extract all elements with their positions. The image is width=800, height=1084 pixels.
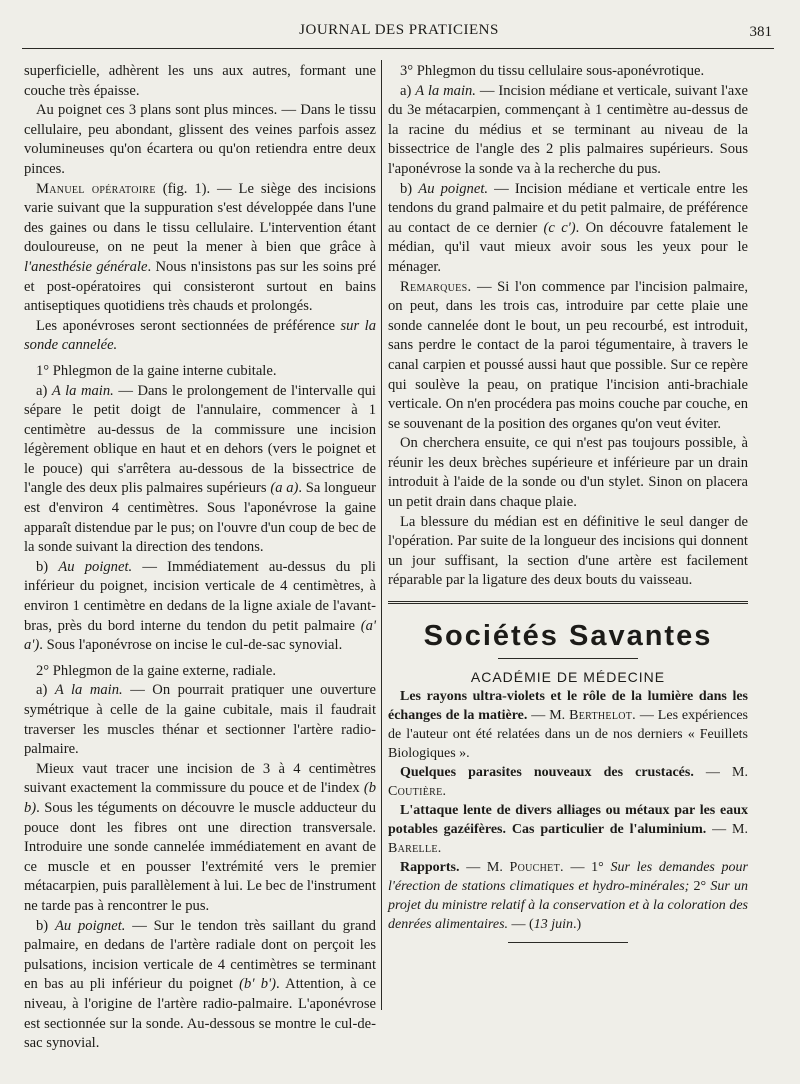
- text-run: . Attention, à ce niveau, à l'origine de l'artère radio-palmaire. L'aponévrose est sectionnée sur la sonde. Au-dessous se montre le cul-de-sac synovial.: [24, 976, 376, 1052]
- text-run: — 1°: [563, 860, 611, 876]
- paragraph-sous-aponevrotique-poignet: [388, 180, 748, 278]
- text-run: .): [572, 917, 582, 933]
- paragraph-sous-aponevrotique-main: [388, 82, 748, 180]
- text-run: — On pourrait pratiquer une ouverture symétrique à celle de la gaine cubitale, mais il faudrait traverser les muscles thénar et sectionner l'artère radio-palmaire.: [24, 682, 376, 758]
- society-item-rayons: [388, 687, 748, 763]
- paragraph-cubitale-main: [24, 382, 376, 558]
- text-run: — Les expériences de l'auteur ont été relatées dans un de nos derniers « Feuillets Biologiques ».: [388, 708, 748, 762]
- paragraph-remarques: [388, 278, 748, 435]
- emphasis: A la main.: [51, 382, 114, 399]
- text-run: — M.: [706, 822, 748, 838]
- emphasis: (b b): [24, 780, 376, 816]
- paragraph-manuel-operatoire: [24, 180, 376, 317]
- text-run: 2°: [689, 879, 711, 895]
- emphasis: 13 juin: [533, 917, 573, 933]
- paragraph-drain: On cherchera ensuite, ce qui n'est pas toujours possible, à réunir les deux brèches supérieure et inférieure par un drain introduit à l'aide de la sonde ou d'un stylet. Sinon on placera un petit drain dans chaque plaie.: [388, 435, 748, 511]
- paragraph-wrist-planes: Au poignet ces 3 plans sont plus minces. — Dans le tissu cellulaire, peu abondant, glissent des veines parfois assez volumineuses qu'on écartera ou qu'on retiendra entre deux pinces.: [24, 102, 376, 177]
- end-rule: [508, 942, 628, 943]
- item-label: b): [36, 917, 55, 934]
- emphasis: Au poignet.: [58, 558, 133, 575]
- emphasis: A la main.: [54, 682, 123, 699]
- author-name: Berthelot.: [569, 708, 636, 724]
- text-run: — (: [508, 917, 534, 933]
- text-run: (fig. 1). — Le siège des incisions varie suivant que la suppuration s'est développée dans l'une des gaines ou dans le tissu cellulaire. L'intervention étant douloureuse, on ne peut la mener à bien que grâce à: [24, 180, 376, 256]
- emphasis: (a' a'): [24, 617, 376, 654]
- text-run: — M.: [459, 860, 510, 876]
- text-run: — Sur le tendon très saillant du grand palmaire, en dedans de l'artère radiale dont on perçoit les pulsations, incision verticale de 4 centimètres se terminant en bas au pli inférieur du poignet: [24, 917, 376, 993]
- text-run: . Sous les téguments on découvre le muscle adducteur du pouce dont les fibres ont une direction transversale. Introduire une sonde cannelée immédiatement en avant de ce muscle et en pousser l'extrémité vers le premier métacarpien, puis parallèlement à lui. Le bec de l'instrument ne tarde pas à rencontrer le pus.: [24, 799, 376, 914]
- text-run: . Nous n'insistons pas sur les soins pré et post-opératoires qui consisteront surtout en bains antiseptiques quotidiens très chauds et prolongés.: [24, 258, 377, 315]
- section-label: Manuel opératoire: [36, 180, 156, 197]
- column-divider: [381, 60, 382, 1010]
- item-label: b): [36, 558, 59, 575]
- emphasis: (b' b'): [239, 976, 277, 993]
- text-run: Les aponévroses seront sectionnées de préférence: [36, 317, 341, 334]
- section-title-cubitale: 1° Phlegmon de la gaine interne cubitale.: [36, 362, 277, 379]
- societes-savantes-heading: Sociétés Savantes: [423, 620, 713, 653]
- item-label: a): [400, 82, 416, 99]
- text-run: . On découvre fatalement le médian, qu'il vaut mieux avoir sous les yeux pour le ménager.: [388, 219, 749, 275]
- item-label: a): [36, 382, 52, 399]
- text-run: Mieux vaut tracer une incision de 3 à 4 centimètres suivant exactement la commissure du pouce et de l'index: [24, 760, 376, 797]
- text-run: — Dans le prolongement de l'intervalle qui sépare le petit doigt de l'annulaire, commencer à 1 centimètre au-dessus de la commissure une incision légèrement oblique en haut et en dehors (vers le poignet et le pouce) qui s'arrêtera au-dessous de la bissectrice de l'angle des deux plis palmaires supérieurs: [24, 382, 376, 497]
- text-run: — Incision médiane et verticale, suivant l'axe du 3e métacarpien, commençant à 1 centimètre au-dessus de la racine du médius et se terminant au niveau de la bissectrice de l'angle des 2 plis palmaires supérieurs. Sous l'aponévrose la sonde va à la recherche du pus.: [388, 82, 748, 177]
- emphasis: l'anesthésie générale: [24, 258, 148, 275]
- emphasis: A la main.: [415, 82, 476, 99]
- text-run: — Immédiatement au-dessus du pli inférieur du poignet, incision verticale de 4 centimètres, à environ 1 centimètre en dedans de la ligne axiale de l'avant-bras, près du bord interne du tendon du petit palmaire: [24, 558, 376, 634]
- text-run: — Incision médiane et verticale entre les tendons du grand palmaire et du petit palmaire, de préférence au contact de ce dernier: [388, 180, 748, 236]
- society-item-rapports: [388, 858, 748, 934]
- paragraph-radiale-poignet: [24, 917, 376, 1054]
- emphasis: Au poignet.: [54, 917, 126, 934]
- item-title: Les rayons ultra-violets et le rôle de la lumière dans les échanges de la matière.: [388, 689, 748, 724]
- right-column: [388, 62, 748, 943]
- item-title: Rapports.: [400, 860, 460, 876]
- paragraph-continuation: superficielle, adhèrent les uns aux autres, formant une couche très épaisse.: [24, 63, 376, 99]
- emphasis: sur la sonde cannelée.: [24, 317, 376, 354]
- item-label: a): [36, 682, 55, 699]
- page-header: [24, 18, 774, 46]
- emphasis: (c c'): [543, 219, 576, 236]
- emphasis: Sur un projet du ministre relatif à la conservation et à la coloration des denrées alimentaires.: [388, 879, 748, 933]
- paragraph-radiale-incision: [24, 760, 376, 917]
- left-column: [24, 62, 376, 1054]
- item-title: L'attaque lente de divers alliages ou métaux par les eaux potables gazéifères. Cas particulier de l'aluminium.: [388, 803, 748, 838]
- page-number: 381: [749, 24, 772, 40]
- section-title-radiale: 2° Phlegmon de la gaine externe, radiale.: [36, 662, 277, 679]
- text-run: — Si l'on commence par l'incision palmaire, on peut, dans les trois cas, introduire par cette plaie une sonde cannelée dont le bout, un peu recourbé, est introduit, sans perdre le contact de la paroi tégumentaire, à travers le canal carpien et poussé aussi haut que possible. Sur ce repère qui soulève la peau, on pratique l'incision anti-brachiale verticale. On n'en procédera pas moins couche par couche, en se souvenant de la position des organes qu'on veut éviter.: [388, 278, 748, 432]
- society-item-alliages: [388, 801, 748, 858]
- text-run: . Sous l'aponévrose on incise le cul-de-sac synovial.: [39, 637, 343, 654]
- paragraph-radiale-main: [24, 681, 376, 759]
- section-separator: [388, 601, 748, 604]
- text-run: — M.: [693, 765, 748, 781]
- text-run: — M.: [527, 708, 570, 724]
- header-rule: [22, 48, 774, 49]
- society-item-parasites: [388, 763, 748, 801]
- journal-title: JOURNAL DES PRATICIENS: [299, 22, 499, 38]
- item-title: Quelques parasites nouveaux des crustacés.: [400, 765, 694, 781]
- academie-heading: ACADÉMIE DE MÉDECINE: [470, 669, 666, 686]
- section-title-sous-aponevrotique: 3° Phlegmon du tissu cellulaire sous-aponévrotique.: [400, 63, 705, 79]
- text-run: . Sa longueur est d'environ 4 centimètres. Sous l'aponévrose la gaine apparaît distendue par le pus; on l'ouvre d'un coup de bec de la sonde suivant la direction des tendons.: [24, 480, 377, 556]
- section-label: Remarques.: [400, 278, 472, 295]
- author-name: Pouchet.: [509, 860, 564, 876]
- author-name: Coutière.: [388, 784, 447, 800]
- paragraph-median: La blessure du médian est en définitive le seul danger de l'opération. Par suite de la longueur des incisions qui donnent un jour suffisant, la section d'une artère est facilement réparable par la ligature des deux bouts du vaisseau.: [388, 513, 748, 589]
- author-name: Barelle.: [388, 841, 442, 857]
- emphasis: Au poignet.: [418, 180, 489, 197]
- paragraph-cubitale-poignet: [24, 558, 376, 656]
- heading-rule: [498, 658, 638, 659]
- emphasis: Sur les demandes pour l'érection de stations climatiques et hydro-minérales;: [388, 860, 748, 895]
- paragraph-aponevroses: [24, 317, 376, 356]
- item-label: b): [400, 180, 419, 197]
- emphasis: (a a): [270, 480, 299, 497]
